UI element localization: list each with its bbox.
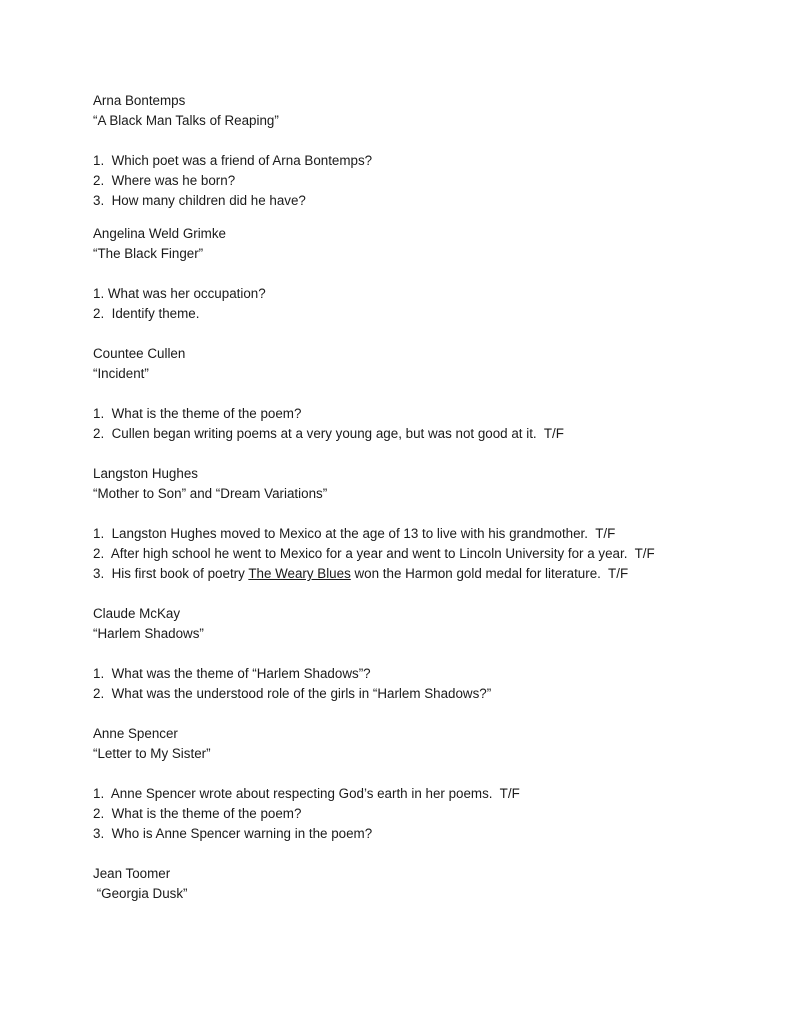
question: 2. What is the theme of the poem? (93, 806, 302, 821)
question: 2. What was the understood role of the girls in “Harlem Shadows?” (93, 686, 492, 701)
author-name: Countee Cullen (93, 346, 186, 361)
question: 1. What was the theme of “Harlem Shadows”? (93, 666, 371, 681)
question (93, 564, 773, 584)
question: 2. Where was he born? (93, 173, 236, 188)
question: 1. Which poet was a friend of Arna Bontemps? (93, 153, 373, 168)
author-name: Claude McKay (93, 606, 181, 621)
question: 1. Anne Spencer wrote about respecting God’s earth in her poems. T/F (93, 786, 520, 801)
document-page (93, 91, 773, 904)
question: 3. Who is Anne Spencer warning in the poem? (93, 826, 373, 841)
question: 3. How many children did he have? (93, 193, 306, 208)
question: 2. After high school he went to Mexico for a year and went to Lincoln University for a year. T/F (93, 546, 655, 561)
question: 1. What was her occupation? (93, 286, 266, 301)
question: 1. Langston Hughes moved to Mexico at the age of 13 to live with his grandmother. T/F (93, 526, 616, 541)
question: 2. Cullen began writing poems at a very young age, but was not good at it. T/F (93, 426, 564, 441)
poem-title: “The Black Finger” (93, 246, 204, 261)
poem-title: “Incident” (93, 366, 149, 381)
question-prefix: 3. His first book of poetry (93, 566, 249, 581)
poem-title: “Letter to My Sister” (93, 746, 211, 761)
question: 1. What is the theme of the poem? (93, 406, 302, 421)
author-name: Angelina Weld Grimke (93, 226, 226, 241)
author-name: Arna Bontemps (93, 93, 186, 108)
question-suffix: won the Harmon gold medal for literature. T/F (350, 566, 629, 581)
question: 2. Identify theme. (93, 306, 200, 321)
poem-title: “Mother to Son” and “Dream Variations” (93, 486, 328, 501)
author-name: Langston Hughes (93, 466, 198, 481)
book-title: The Weary Blues (248, 566, 351, 581)
poem-title: “Harlem Shadows” (93, 626, 204, 641)
poem-title: “A Black Man Talks of Reaping” (93, 113, 279, 128)
poem-title: “Georgia Dusk” (93, 886, 188, 901)
author-name: Jean Toomer (93, 866, 171, 881)
author-name: Anne Spencer (93, 726, 178, 741)
